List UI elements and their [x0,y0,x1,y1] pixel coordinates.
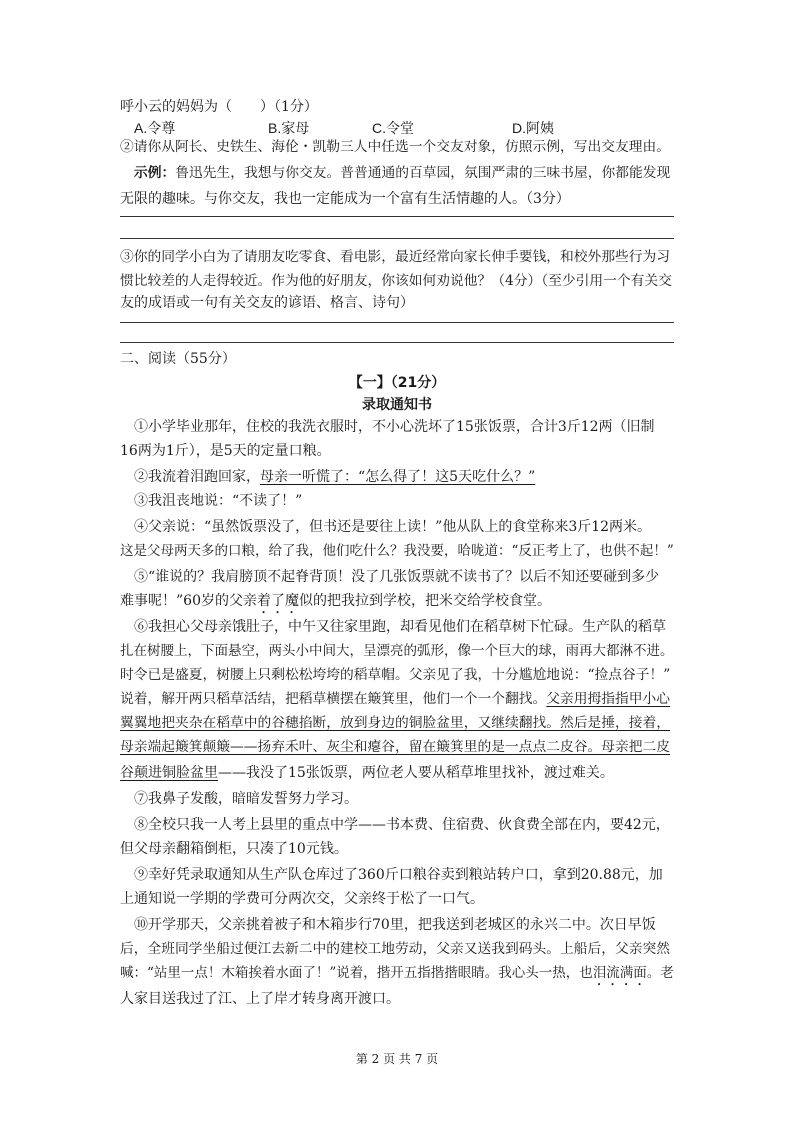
option-b: B.家母 [268,120,310,136]
option-c: C.令堂 [372,120,414,136]
para-6-text-end: ——我没了15张饭票，两位老人要从稻草堆里找补，渡过难关。 [218,765,614,781]
para-6-line-2: 扎在树腰上，下面悬空，两头小中间大，呈漂亮的弧形，像一个巨大的球，雨再大都淋不进。 [120,643,674,659]
answer-line [120,322,674,323]
para-5-line-1: ⑤“谁说的？我肩膀顶不起脊背顶！没了几张饭票就不读书了？以后不知还要碰到多少 [134,569,660,585]
para-6-line-4 [120,686,674,712]
para-5-dotted: 着了魔 [256,593,299,609]
section-title: 二、阅读（55分） [120,351,236,367]
answer-line [120,238,674,239]
para-5-text-a: 难事呢！”60岁的父亲 [120,593,257,609]
para-10-line-3 [120,960,674,989]
para-5-line-2 [120,588,674,617]
q2-prompt: ②请你从阿长、史铁生、海伦・凯勒三人中任选一个交友对象，仿照示例，写出交友理由。 [120,139,671,155]
para-2-underlined: 母亲一听慌了：“怎么得了！这5天吃什么？” [260,469,536,485]
para-2 [134,464,674,490]
para-4-line-2: 这是父母两天多的口粮，给了我，他们吃什么？我没要，哈咙道：“反正考上了，也供不起！” [120,543,674,559]
para-1-line-1: ①小学毕业那年，住校的我洗衣服时，不小心洗坏了15张饭票，合计3斤12两（旧制 [134,419,655,435]
q2-example-line2: 无限的趣味。与你交友，我也一定能成为一个富有生活情趣的人。（3分） [120,191,570,207]
example-label: 示例： [134,165,176,181]
para-10-text-a: 喊：“站里一点！木箱挨着水面了！”说着，揩开五指揩揩眼睛。我心头一热，也 [120,965,593,981]
para-6-line-3: 时令已是盛夏，树腰上只剩松松垮垮的稻草帽。父亲见了我，十分尴尬地说：“捡点谷子！” [120,667,671,683]
para-10-dotted: 泪流满面 [592,965,647,981]
answer-line [120,216,674,217]
para-8-line-2: 但父母亲翻箱倒柜，只凑了10元钱。 [120,841,348,857]
para-6-underlined-end: 谷颠进铜脸盆里 [120,765,218,781]
q1-stem: 呼小云的妈妈为（ ）（1分） [120,99,318,115]
part-title: 【一】（21分） [348,375,446,391]
para-6-line-1: ⑥我担心父母亲饿肚子，中午又往家里跑，却看见他们在稻草树下忙碌。生产队的稻草 [134,619,666,635]
para-6-text: 说着，解开两只稻草活结，把稻草横摆在簸箕里，他们一个一个翻找。 [120,691,547,707]
para-6-line-7 [120,760,674,786]
para-6-line-5: 翼翼地把夹杂在稻草中的谷穗掐断，放到身边的铜脸盆里，又继续翻找。然后是捶，接着， [120,715,671,731]
q3-line1: ③你的同学小白为了请朋友吃零食、看电影，最近经常向家长伸手要钱，和校外那些行为习 [120,249,671,265]
para-10-text-b: 。老 [646,965,674,981]
option-d: D.阿姨 [512,120,554,136]
answer-line [120,342,674,343]
para-9-line-2: 上通知说一学期的学费可分两次交，父亲终于松了一口气。 [120,891,484,907]
article-title: 录取通知书 [362,397,432,413]
para-6-underlined: 父亲用拇指指甲小心 [546,691,671,707]
para-7: ⑦我鼻子发酸，暗暗发誓努力学习。 [134,791,358,807]
para-6-line-6: 母亲端起簸箕颠簸——扬弃禾叶、灰尘和瘪谷，留在簸箕里的是一点点二皮谷。母亲把二皮 [120,739,671,755]
page-footer: 第 2 页 共 7 页 [355,1052,439,1066]
example-text-1: 鲁迅先生，我想与你交友。普普通通的百草园，氛围严肃的三味书屋，你都能发现 [175,165,671,181]
para-5-text-b: 似的把我拉到学校，把米交给学校食堂。 [298,593,551,609]
q3-line2: 惯比较差的人走得较近。作为他的好朋友，你该如何劝说他？（4分）（至少引用一个有关交 [120,273,672,289]
para-9-line-1: ⑨幸好凭录取通知从生产队仓库过了360斤口粮谷卖到粮站转户口，拿到20.88元，加 [134,867,663,883]
option-a: A.令尊 [134,120,176,136]
para-10-line-1: ⑩开学那天，父亲挑着被子和木箱步行70里，把我送到老城区的永兴二中。次日早饭 [134,917,656,933]
para-4-line-1: ④父亲说：“虽然饭票没了，但书还是要往上读！”他从队上的食堂称来3斤12两米。 [134,519,652,535]
q2-example-line1 [134,160,674,186]
para-2-text: ②我流着泪跑回家， [134,469,260,485]
para-8-line-1: ⑧全校只我一人考上县里的重点中学——书本费、住宿费、伙食费全部在内，要42元， [134,817,670,833]
para-10-line-2: 后，全班同学坐船过便江去新二中的建校工地劳动，父亲又送我到码头。上船后，父亲突然 [120,941,671,957]
para-1-line-2: 16两为1斤），是5天的定量口粮。 [120,443,331,459]
q3-line3: 友的成语或一句有关交友的谚语、格言、诗句） [120,295,414,311]
para-3: ③我沮丧地说：“不读了！” [134,493,303,509]
para-10-line-4: 人家目送我过了江、上了岸才转身离开渡口。 [120,991,400,1007]
